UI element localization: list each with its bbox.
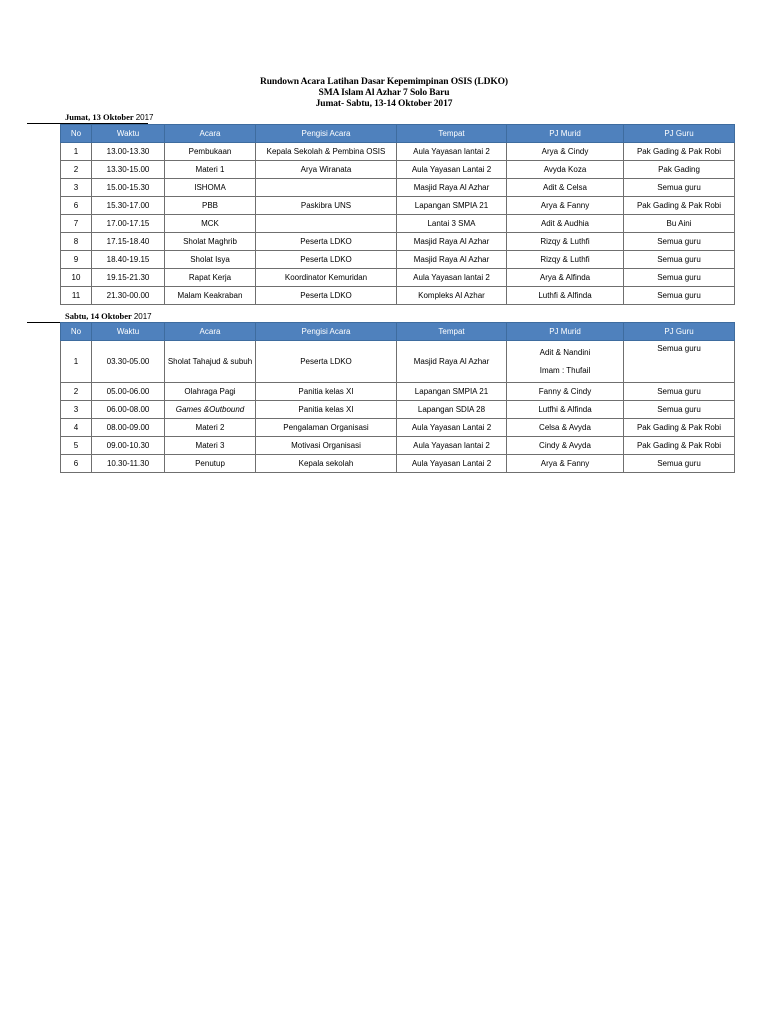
cell-tempat: Masjid Raya Al Azhar <box>397 251 507 269</box>
pj-murid-line-1: Adit & Nandini <box>539 348 591 357</box>
cell-tempat: Aula Yayasan lantai 2 <box>397 269 507 287</box>
cell-tempat: Masjid Raya Al Azhar <box>397 233 507 251</box>
col-header-acara: Acara <box>165 323 256 341</box>
table-row <box>61 437 735 455</box>
table-row <box>61 383 735 401</box>
cell-tempat: Lapangan SMPIA 21 <box>397 383 507 401</box>
col-header-waktu: Waktu <box>92 323 165 341</box>
cell-waktu: 13.30-15.00 <box>92 161 165 179</box>
cell-pengisi-acara: Kepala sekolah <box>256 455 397 473</box>
cell-no: 9 <box>61 251 92 269</box>
col-header-waktu: Waktu <box>92 125 165 143</box>
cell-waktu: 05.00-06.00 <box>92 383 165 401</box>
cell-tempat: Aula Yayasan Lantai 2 <box>397 419 507 437</box>
cell-no: 7 <box>61 215 92 233</box>
cell-acara: Materi 3 <box>165 437 256 455</box>
cell-pj-guru: Semua guru <box>624 401 735 419</box>
col-header-no: No <box>61 125 92 143</box>
cell-pj-guru: Semua guru <box>624 383 735 401</box>
header-title: Rundown Acara Latihan Dasar Kepemimpinan OSIS (LDKO) <box>259 77 508 87</box>
cell-pengisi-acara <box>256 215 397 233</box>
col-header-pengisi-acara: Pengisi Acara <box>256 323 397 341</box>
cell-acara: Sholat Maghrib <box>165 233 256 251</box>
cell-waktu: 19.15-21.30 <box>92 269 165 287</box>
cell-acara: MCK <box>165 215 256 233</box>
cell-no: 3 <box>61 179 92 197</box>
cell-pj-guru: Pak Gading & Pak Robi <box>624 419 735 437</box>
table-row <box>61 215 735 233</box>
cell-pengisi-acara: Peserta LDKO <box>256 233 397 251</box>
table-row <box>61 455 735 473</box>
cell-acara: Rapat Kerja <box>165 269 256 287</box>
cell-waktu: 08.00-09.00 <box>92 419 165 437</box>
cell-pengisi-acara: Koordinator Kemuridan <box>256 269 397 287</box>
cell-acara: ISHOMA <box>165 179 256 197</box>
cell-waktu: 15.00-15.30 <box>92 179 165 197</box>
cell-pj-murid: Rizqy & Luthfi <box>507 251 624 269</box>
cell-tempat: Lapangan SMPIA 21 <box>397 197 507 215</box>
cell-tempat: Aula Yayasan lantai 2 <box>397 437 507 455</box>
col-header-tempat: Tempat <box>397 323 507 341</box>
col-header-acara: Acara <box>165 125 256 143</box>
col-header-tempat: Tempat <box>397 125 507 143</box>
table-row <box>61 197 735 215</box>
day1-schedule-table <box>60 124 735 305</box>
cell-pj-murid <box>507 341 624 383</box>
cell-pj-murid: Cindy & Avyda <box>507 437 624 455</box>
cell-tempat: Lantai 3 SMA <box>397 215 507 233</box>
cell-tempat: Lapangan SDIA 28 <box>397 401 507 419</box>
cell-waktu: 21.30-00.00 <box>92 287 165 305</box>
cell-acara: Penutup <box>165 455 256 473</box>
cell-pj-guru: Semua guru <box>624 287 735 305</box>
cell-no: 3 <box>61 401 92 419</box>
cell-pj-murid: Lutfhi & Alfinda <box>507 401 624 419</box>
cell-tempat: Kompleks Al Azhar <box>397 287 507 305</box>
cell-no: 2 <box>61 161 92 179</box>
table-row <box>61 401 735 419</box>
col-header-pengisi-acara: Pengisi Acara <box>256 125 397 143</box>
pj-murid-line-2: Imam : Thufail <box>539 366 591 375</box>
cell-pj-guru: Pak Gading & Pak Robi <box>624 143 735 161</box>
cell-pj-murid: Rizqy & Luthfi <box>507 233 624 251</box>
cell-pj-guru: Pak Gading & Pak Robi <box>624 197 735 215</box>
day1-year: 2017 <box>135 113 154 122</box>
table-row <box>61 143 735 161</box>
cell-waktu: 09.00-10.30 <box>92 437 165 455</box>
cell-tempat: Aula Yayasan lantai 2 <box>397 143 507 161</box>
cell-pj-guru: Semua guru <box>624 179 735 197</box>
cell-no: 1 <box>61 143 92 161</box>
cell-pengisi-acara: Pengalaman Organisasi <box>256 419 397 437</box>
cell-pengisi-acara: Paskibra UNS <box>256 197 397 215</box>
table-row <box>61 233 735 251</box>
header-school: SMA Islam Al Azhar 7 Solo Baru <box>318 88 450 98</box>
day2-label <box>65 311 152 321</box>
cell-pengisi-acara: Arya Wiranata <box>256 161 397 179</box>
cell-pengisi-acara: Panitia kelas XI <box>256 383 397 401</box>
day2-year: 2017 <box>133 312 152 321</box>
cell-pengisi-acara: Panitia kelas XI <box>256 401 397 419</box>
cell-pj-murid: Luthfi & Alfinda <box>507 287 624 305</box>
cell-pj-guru: Semua guru <box>624 251 735 269</box>
cell-no: 2 <box>61 383 92 401</box>
day1-label-text: Jumat, 13 Oktober <box>65 112 134 122</box>
cell-acara: Pembukaan <box>165 143 256 161</box>
cell-no: 6 <box>61 197 92 215</box>
cell-pj-murid: Arya & Fanny <box>507 455 624 473</box>
cell-pj-murid: Arya & Cindy <box>507 143 624 161</box>
cell-waktu: 03.30-05.00 <box>92 341 165 383</box>
cell-tempat: Masjid Raya Al Azhar <box>397 179 507 197</box>
cell-pj-guru: Bu Aini <box>624 215 735 233</box>
table-header-row <box>61 125 735 143</box>
cell-pj-guru: Semua guru <box>624 341 735 383</box>
cell-waktu: 17.00-17.15 <box>92 215 165 233</box>
cell-tempat: Masjid Raya Al Azhar <box>397 341 507 383</box>
cell-acara: Materi 1 <box>165 161 256 179</box>
col-header-pj-guru: PJ Guru <box>624 125 735 143</box>
table-header-row <box>61 323 735 341</box>
cell-no: 6 <box>61 455 92 473</box>
cell-tempat: Aula Yayasan Lantai 2 <box>397 161 507 179</box>
cell-pj-murid: Arya & Fanny <box>507 197 624 215</box>
table-row <box>61 341 735 383</box>
cell-no: 8 <box>61 233 92 251</box>
cell-pj-guru: Semua guru <box>624 269 735 287</box>
cell-pengisi-acara <box>256 179 397 197</box>
cell-pj-murid: Celsa & Avyda <box>507 419 624 437</box>
col-header-pj-guru: PJ Guru <box>624 323 735 341</box>
cell-pengisi-acara: Motivasi Organisasi <box>256 437 397 455</box>
cell-waktu: 17.15-18.40 <box>92 233 165 251</box>
table-row <box>61 287 735 305</box>
table-row <box>61 251 735 269</box>
document-header <box>0 77 768 110</box>
cell-acara: Malam Keakraban <box>165 287 256 305</box>
day2-table-body <box>61 341 735 473</box>
cell-waktu: 06.00-08.00 <box>92 401 165 419</box>
day2-schedule-table <box>60 322 735 473</box>
cell-waktu: 18.40-19.15 <box>92 251 165 269</box>
cell-pj-murid: Adit & Audhia <box>507 215 624 233</box>
cell-pengisi-acara: Peserta LDKO <box>256 287 397 305</box>
table-row <box>61 179 735 197</box>
cell-pengisi-acara: Peserta LDKO <box>256 341 397 383</box>
cell-pj-guru: Pak Gading <box>624 161 735 179</box>
cell-acara: Olahraga Pagi <box>165 383 256 401</box>
day1-table-body <box>61 143 735 305</box>
cell-waktu: 13.00-13.30 <box>92 143 165 161</box>
cell-acara: Games &Outbound <box>165 401 256 419</box>
table-row <box>61 269 735 287</box>
cell-pj-guru: Semua guru <box>624 455 735 473</box>
cell-acara: Materi 2 <box>165 419 256 437</box>
cell-pengisi-acara: Peserta LDKO <box>256 251 397 269</box>
cell-acara: PBB <box>165 197 256 215</box>
cell-pj-murid: Adit & Celsa <box>507 179 624 197</box>
cell-no: 4 <box>61 419 92 437</box>
cell-no: 10 <box>61 269 92 287</box>
cell-no: 5 <box>61 437 92 455</box>
cell-pj-murid: Arya & Alfinda <box>507 269 624 287</box>
col-header-no: No <box>61 323 92 341</box>
header-dates: Jumat- Sabtu, 13-14 Oktober 2017 <box>315 99 453 109</box>
cell-acara: Sholat Isya <box>165 251 256 269</box>
cell-waktu: 15.30-17.00 <box>92 197 165 215</box>
col-header-pj-murid: PJ Murid <box>507 125 624 143</box>
cell-waktu: 10.30-11.30 <box>92 455 165 473</box>
cell-pj-murid: Avyda Koza <box>507 161 624 179</box>
table-row <box>61 161 735 179</box>
cell-acara: Sholat Tahajud & subuh <box>165 341 256 383</box>
cell-pj-guru: Pak Gading & Pak Robi <box>624 437 735 455</box>
day2-label-text: Sabtu, 14 Oktober <box>65 311 132 321</box>
col-header-pj-murid: PJ Murid <box>507 323 624 341</box>
table-row <box>61 419 735 437</box>
cell-tempat: Aula Yayasan Lantai 2 <box>397 455 507 473</box>
cell-no: 11 <box>61 287 92 305</box>
day1-label <box>65 112 153 122</box>
cell-pj-murid: Fanny & Cindy <box>507 383 624 401</box>
cell-pengisi-acara: Kepala Sekolah & Pembina OSIS <box>256 143 397 161</box>
cell-pj-guru: Semua guru <box>624 233 735 251</box>
cell-no: 1 <box>61 341 92 383</box>
